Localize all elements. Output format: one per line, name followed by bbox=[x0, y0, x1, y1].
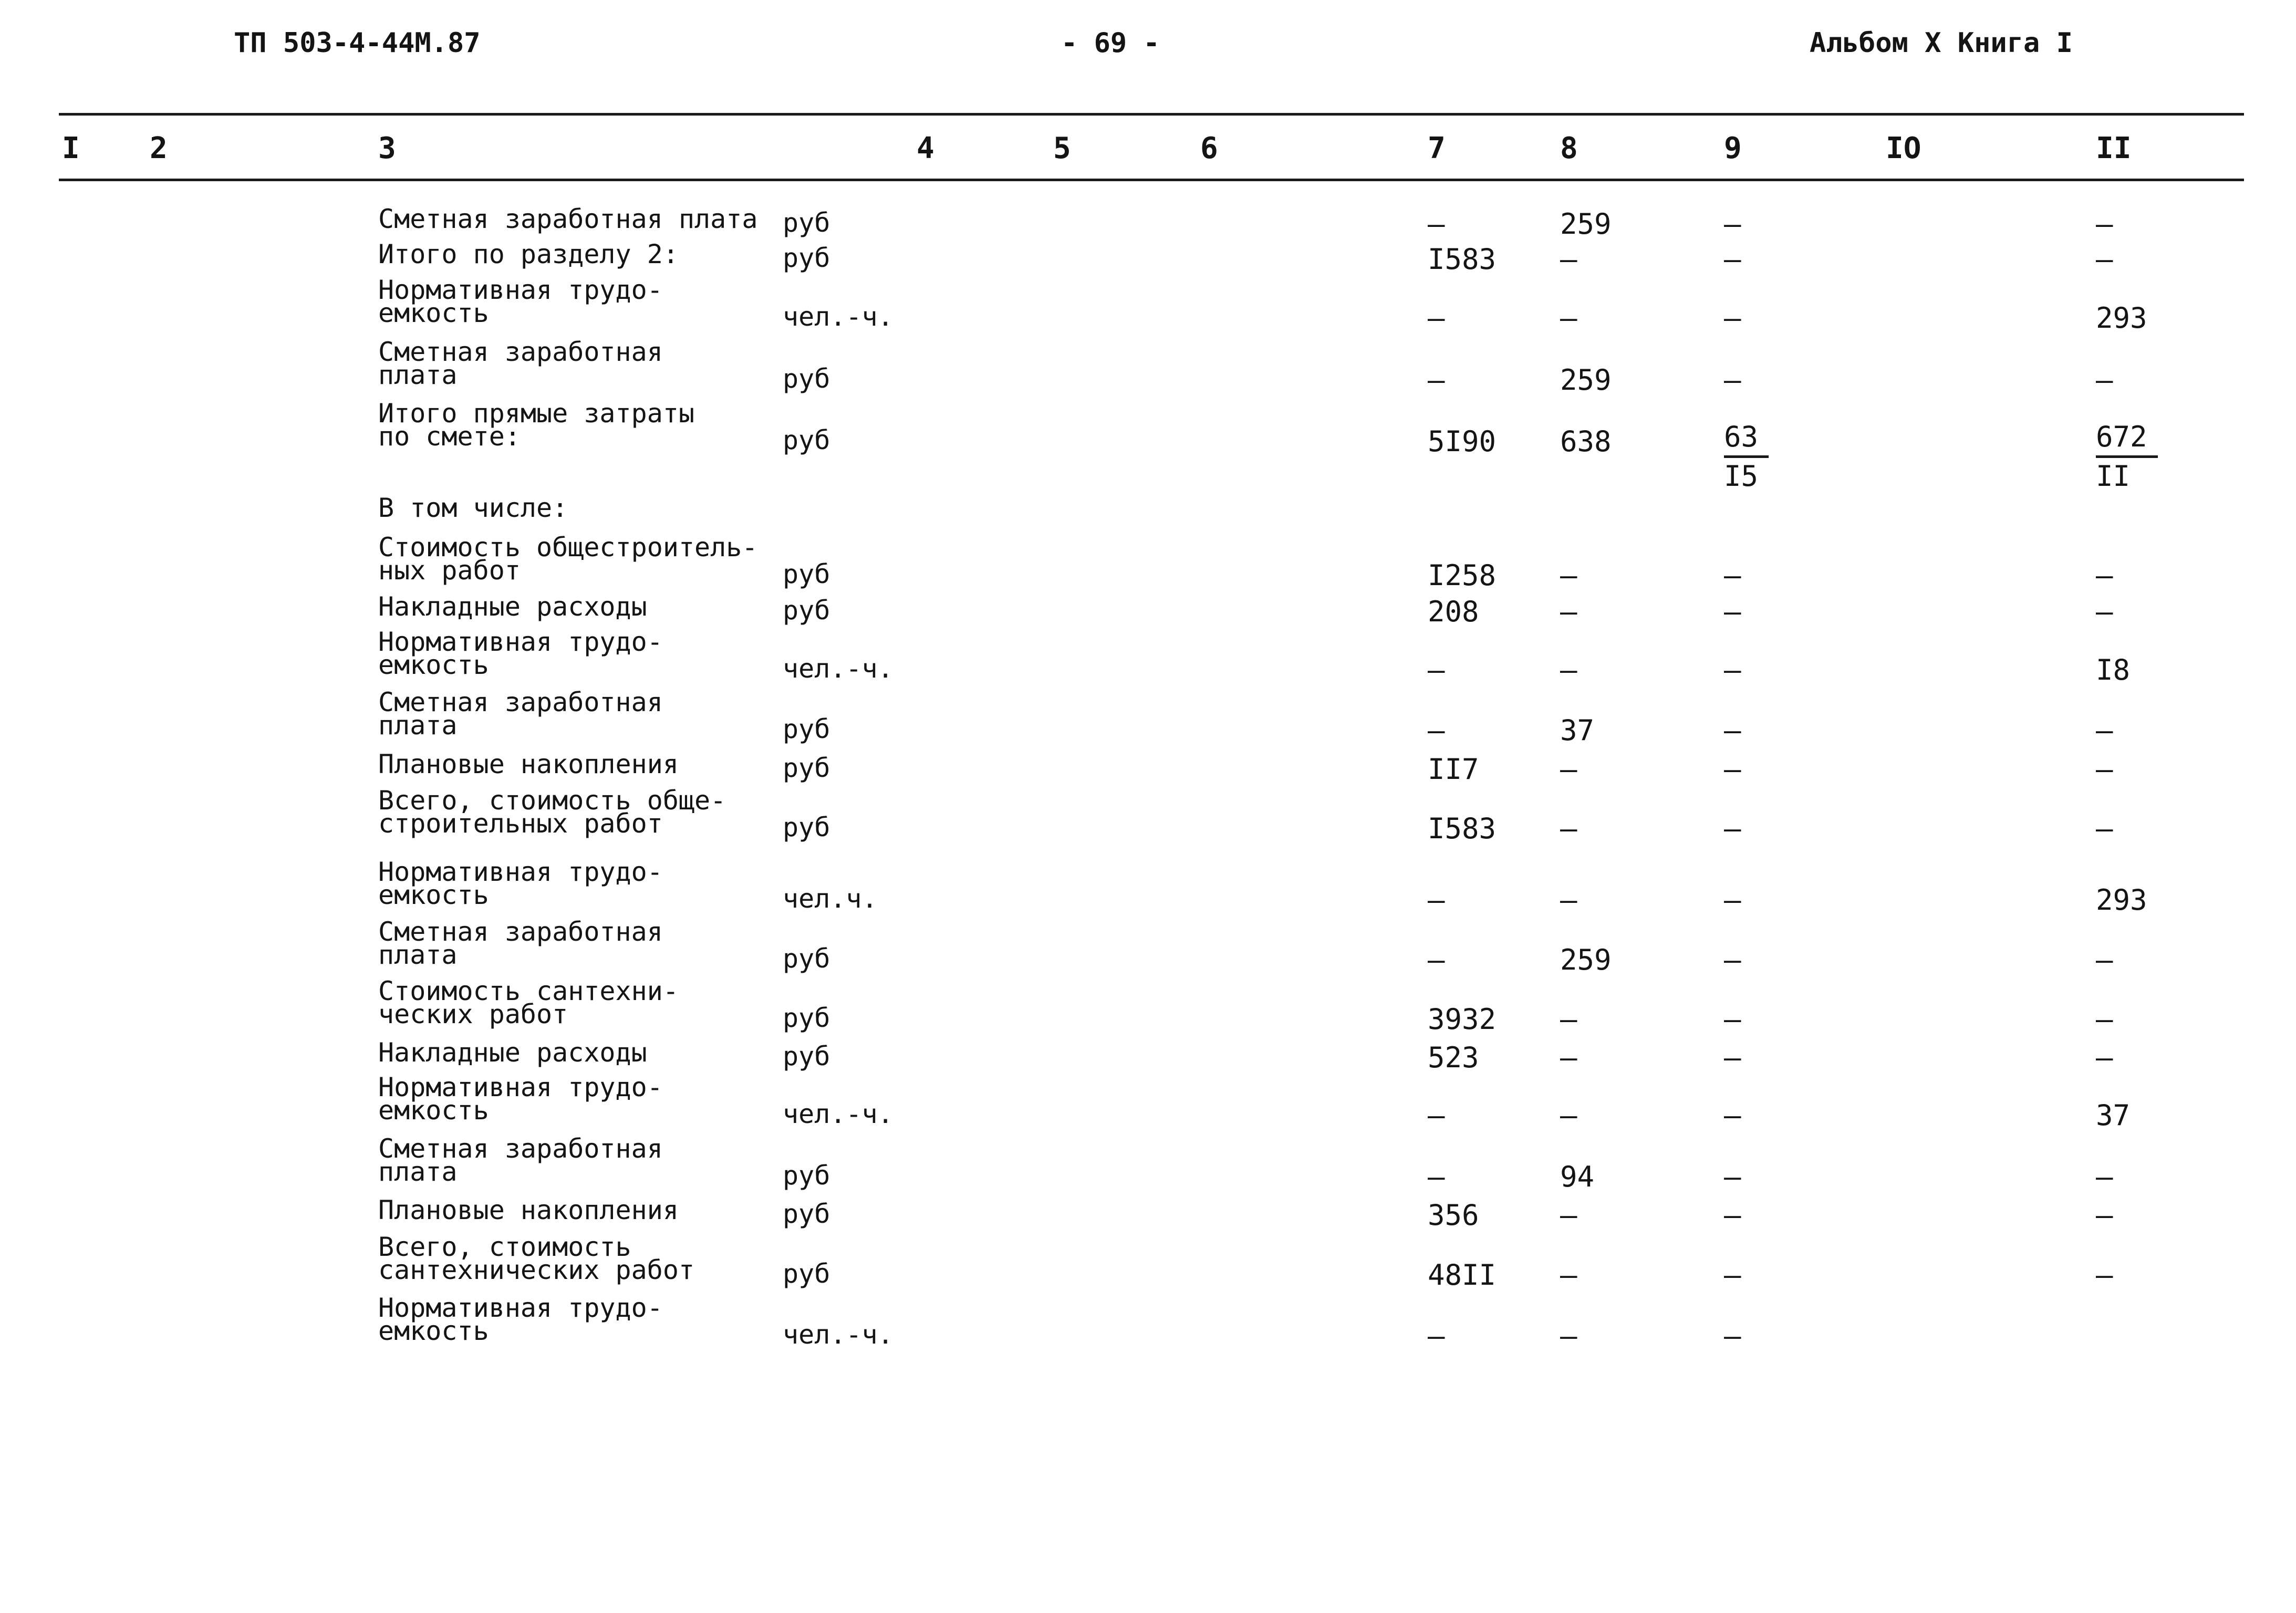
value-cell-col8: – bbox=[1560, 1258, 1577, 1292]
value-cell-col11: – bbox=[2096, 753, 2113, 786]
unit-cell: руб bbox=[783, 714, 830, 744]
value-cell-col7: I583 bbox=[1428, 243, 1497, 276]
column-header-5: 5 bbox=[1053, 131, 1071, 165]
row-label-line: Сметная заработная bbox=[378, 337, 663, 367]
unit-cell: руб bbox=[783, 753, 830, 783]
value-cell-col8: 638 bbox=[1560, 425, 1612, 458]
value-cell-col9: – bbox=[1724, 653, 1741, 686]
unit-cell: чел.-ч. bbox=[783, 653, 894, 684]
row-label bbox=[378, 917, 663, 970]
value-cell-col11: – bbox=[2096, 363, 2113, 397]
value-cell-col9: – bbox=[1724, 363, 1741, 397]
value-cell-col7: – bbox=[1428, 943, 1445, 976]
unit-cell: руб bbox=[783, 1199, 830, 1229]
value-cell-col7: – bbox=[1428, 714, 1445, 747]
value-cell-col11: – bbox=[2096, 812, 2113, 845]
fraction-numerator: 672 bbox=[2096, 419, 2158, 458]
row-label bbox=[378, 627, 663, 680]
row-label bbox=[378, 1072, 663, 1126]
value-cell-col7: 523 bbox=[1428, 1041, 1479, 1074]
row-label-line: плата bbox=[378, 1157, 458, 1187]
value-cell-col9: – bbox=[1724, 1319, 1741, 1352]
row-label-line: В том числе: bbox=[378, 493, 568, 523]
value-cell-col9: – bbox=[1724, 1041, 1741, 1074]
value-cell-col9: – bbox=[1724, 595, 1741, 628]
row-label-line: Всего, стоимость обще- bbox=[378, 785, 726, 816]
table-row bbox=[0, 976, 2296, 1040]
page-number: - 69 - bbox=[1061, 27, 1160, 59]
value-cell-col9: – bbox=[1724, 243, 1741, 276]
unit-cell: чел.-ч. bbox=[783, 1099, 894, 1129]
value-cell-col9: – bbox=[1724, 812, 1741, 845]
column-header-1: I bbox=[62, 131, 80, 165]
value-cell-col7: 3932 bbox=[1428, 1003, 1497, 1036]
value-cell-col7: I258 bbox=[1428, 559, 1497, 592]
row-label bbox=[378, 398, 695, 452]
row-label bbox=[378, 1133, 663, 1187]
fraction-cell-col9 bbox=[1724, 419, 1769, 495]
value-cell-col7: – bbox=[1428, 363, 1445, 397]
value-cell-col11: – bbox=[2096, 714, 2113, 747]
row-label bbox=[378, 1293, 663, 1346]
row-label-line: плата bbox=[378, 710, 458, 741]
value-cell-col8: 259 bbox=[1560, 363, 1612, 397]
row-label-line: плата bbox=[378, 360, 458, 390]
value-cell-col8: – bbox=[1560, 301, 1577, 335]
value-cell-col9: – bbox=[1724, 883, 1741, 917]
value-cell-col9: – bbox=[1724, 559, 1741, 592]
row-label bbox=[378, 785, 726, 839]
value-cell-col9: – bbox=[1724, 1199, 1741, 1232]
value-cell-col11: – bbox=[2096, 1160, 2113, 1193]
value-cell-col7: – bbox=[1428, 1160, 1445, 1193]
table-row bbox=[0, 275, 2296, 339]
row-label bbox=[378, 976, 679, 1029]
column-header-11: II bbox=[2096, 131, 2132, 165]
value-cell-col8: – bbox=[1560, 595, 1577, 628]
value-cell-col8: – bbox=[1560, 812, 1577, 845]
row-label-line: емкость bbox=[378, 298, 489, 328]
unit-cell: руб bbox=[783, 943, 830, 974]
value-cell-col7: – bbox=[1428, 653, 1445, 686]
value-cell-col11: – bbox=[2096, 559, 2113, 592]
unit-cell: руб bbox=[783, 207, 830, 238]
table-row bbox=[0, 627, 2296, 691]
value-cell-col8: – bbox=[1560, 1099, 1577, 1132]
row-label bbox=[378, 1195, 679, 1225]
row-label-line: Стоимость сантехни- bbox=[378, 976, 679, 1006]
row-label-line: Плановые накопления bbox=[378, 1195, 679, 1225]
value-cell-col8: – bbox=[1560, 1041, 1577, 1074]
table-row bbox=[0, 337, 2296, 401]
row-label-line: Нормативная трудо- bbox=[378, 1072, 663, 1102]
unit-cell: руб bbox=[783, 559, 830, 589]
value-cell-col8: – bbox=[1560, 753, 1577, 786]
value-cell-col9: – bbox=[1724, 1160, 1741, 1193]
value-cell-col9: – bbox=[1724, 207, 1741, 241]
row-label bbox=[378, 275, 663, 328]
value-cell-col11: – bbox=[2096, 1199, 2113, 1232]
value-cell-col9: – bbox=[1724, 1099, 1741, 1132]
value-cell-col11: 37 bbox=[2096, 1099, 2131, 1132]
value-cell-col11: I8 bbox=[2096, 653, 2131, 686]
column-header-6: 6 bbox=[1200, 131, 1218, 165]
value-cell-col8: 37 bbox=[1560, 714, 1595, 747]
unit-cell: руб bbox=[783, 1003, 830, 1033]
row-label bbox=[378, 1232, 695, 1285]
row-label bbox=[378, 239, 679, 269]
row-label-line: Нормативная трудо- bbox=[378, 857, 663, 887]
table-row bbox=[0, 857, 2296, 921]
table-row bbox=[0, 1293, 2296, 1357]
table-row bbox=[0, 917, 2296, 981]
unit-cell: руб bbox=[783, 595, 830, 626]
row-label-line: Нормативная трудо- bbox=[378, 627, 663, 657]
column-header-7: 7 bbox=[1428, 131, 1446, 165]
value-cell-col7: – bbox=[1428, 301, 1445, 335]
value-cell-col11: – bbox=[2096, 595, 2113, 628]
value-cell-col9: – bbox=[1724, 1258, 1741, 1292]
row-label-line: ческих работ bbox=[378, 999, 568, 1029]
table-top-rule bbox=[59, 113, 2244, 116]
value-cell-col9: – bbox=[1724, 714, 1741, 747]
fraction-numerator: 63 bbox=[1724, 419, 1769, 458]
value-cell-col8: – bbox=[1560, 653, 1577, 686]
value-cell-col8: – bbox=[1560, 243, 1577, 276]
value-cell-col11: – bbox=[2096, 1258, 2113, 1292]
fraction-denominator: II bbox=[2096, 460, 2131, 493]
row-label bbox=[378, 1037, 647, 1068]
value-cell-col8: – bbox=[1560, 559, 1577, 592]
value-cell-col7: – bbox=[1428, 883, 1445, 917]
table-row bbox=[0, 1232, 2296, 1296]
value-cell-col8: 94 bbox=[1560, 1160, 1595, 1193]
table-row bbox=[0, 687, 2296, 752]
value-cell-col11: 293 bbox=[2096, 301, 2147, 335]
value-cell-col8: 259 bbox=[1560, 943, 1612, 976]
unit-cell: руб bbox=[783, 1041, 830, 1071]
unit-cell: руб bbox=[783, 425, 830, 455]
fraction-denominator: I5 bbox=[1724, 460, 1759, 493]
value-cell-col11: 293 bbox=[2096, 883, 2147, 917]
value-cell-col7: 48II bbox=[1428, 1258, 1497, 1292]
value-cell-col8: 259 bbox=[1560, 207, 1612, 241]
table-row bbox=[0, 1072, 2296, 1137]
row-label-line: ных работ bbox=[378, 555, 521, 586]
column-header-10: IO bbox=[1886, 131, 1921, 165]
row-label-line: Итого прямые затраты bbox=[378, 398, 695, 429]
row-label-line: строительных работ bbox=[378, 808, 663, 839]
row-label bbox=[378, 857, 663, 910]
value-cell-col7: 5I90 bbox=[1428, 425, 1497, 458]
album-info: Альбом X Книга I bbox=[1810, 27, 2073, 59]
row-label-line: емкость bbox=[378, 1095, 489, 1126]
unit-cell: чел.-ч. bbox=[783, 1319, 894, 1350]
table-row bbox=[0, 1133, 2296, 1198]
unit-cell: руб bbox=[783, 1160, 830, 1191]
value-cell-col8: – bbox=[1560, 1003, 1577, 1036]
row-label-line: сантехнических работ bbox=[378, 1255, 695, 1285]
value-cell-col11: – bbox=[2096, 1003, 2113, 1036]
value-cell-col7: – bbox=[1428, 1099, 1445, 1132]
value-cell-col7: 208 bbox=[1428, 595, 1479, 628]
row-label bbox=[378, 687, 663, 741]
value-cell-col7: – bbox=[1428, 207, 1445, 241]
value-cell-col7: – bbox=[1428, 1319, 1445, 1352]
row-label bbox=[378, 749, 679, 779]
fraction-cell-col11 bbox=[2096, 419, 2158, 495]
row-label-line: Сметная заработная bbox=[378, 687, 663, 717]
row-label-line: Накладные расходы bbox=[378, 1037, 647, 1068]
row-label-line: емкость bbox=[378, 650, 489, 680]
row-label-line: по смете: bbox=[378, 421, 521, 452]
column-header-8: 8 bbox=[1560, 131, 1578, 165]
unit-cell: руб bbox=[783, 363, 830, 394]
column-header-4: 4 bbox=[917, 131, 934, 165]
table-row bbox=[0, 532, 2296, 597]
row-label-line: Сметная заработная bbox=[378, 1133, 663, 1164]
value-cell-col8: – bbox=[1560, 1319, 1577, 1352]
value-cell-col9: – bbox=[1724, 753, 1741, 786]
value-cell-col9: – bbox=[1724, 301, 1741, 335]
row-label-line: Стоимость общестроитель- bbox=[378, 532, 758, 563]
value-cell-col8: – bbox=[1560, 883, 1577, 917]
value-cell-col9: – bbox=[1724, 1003, 1741, 1036]
column-header-9: 9 bbox=[1724, 131, 1742, 165]
row-label-line: Нормативная трудо- bbox=[378, 275, 663, 305]
row-label-line: Итого по разделу 2: bbox=[378, 239, 679, 269]
column-header-2: 2 bbox=[150, 131, 168, 165]
value-cell-col11: – bbox=[2096, 243, 2113, 276]
row-label-line: емкость bbox=[378, 1316, 489, 1346]
row-label-line: Нормативная трудо- bbox=[378, 1293, 663, 1323]
row-label-line: плата bbox=[378, 940, 458, 970]
row-label-line: емкость bbox=[378, 880, 489, 910]
unit-cell: руб bbox=[783, 243, 830, 273]
row-label-line: Плановые накопления bbox=[378, 749, 679, 779]
unit-cell: руб bbox=[783, 812, 830, 842]
row-label bbox=[378, 591, 647, 622]
value-cell-col11: – bbox=[2096, 207, 2113, 241]
row-label-line: Накладные расходы bbox=[378, 591, 647, 622]
unit-cell: чел.ч. bbox=[783, 883, 878, 914]
column-header-3: 3 bbox=[378, 131, 396, 165]
table-row bbox=[0, 785, 2296, 850]
row-label-line: Всего, стоимость bbox=[378, 1232, 631, 1262]
value-cell-col8: – bbox=[1560, 1199, 1577, 1232]
value-cell-col11: – bbox=[2096, 1041, 2113, 1074]
row-label-line: Сметная заработная плата bbox=[378, 204, 758, 234]
unit-cell: руб bbox=[783, 1258, 830, 1289]
row-label bbox=[378, 532, 758, 586]
document-code: ТП 503-4-44М.87 bbox=[234, 27, 481, 59]
unit-cell: чел.-ч. bbox=[783, 301, 894, 332]
row-label-line: Сметная заработная bbox=[378, 917, 663, 947]
row-label bbox=[378, 204, 758, 234]
value-cell-col7: II7 bbox=[1428, 753, 1479, 786]
value-cell-col11: – bbox=[2096, 943, 2113, 976]
row-label bbox=[378, 337, 663, 390]
row-label bbox=[378, 493, 568, 523]
value-cell-col7: I583 bbox=[1428, 812, 1497, 845]
value-cell-col9: – bbox=[1724, 943, 1741, 976]
value-cell-col7: 356 bbox=[1428, 1199, 1479, 1232]
table-row bbox=[0, 398, 2296, 493]
table-header-rule bbox=[59, 179, 2244, 181]
